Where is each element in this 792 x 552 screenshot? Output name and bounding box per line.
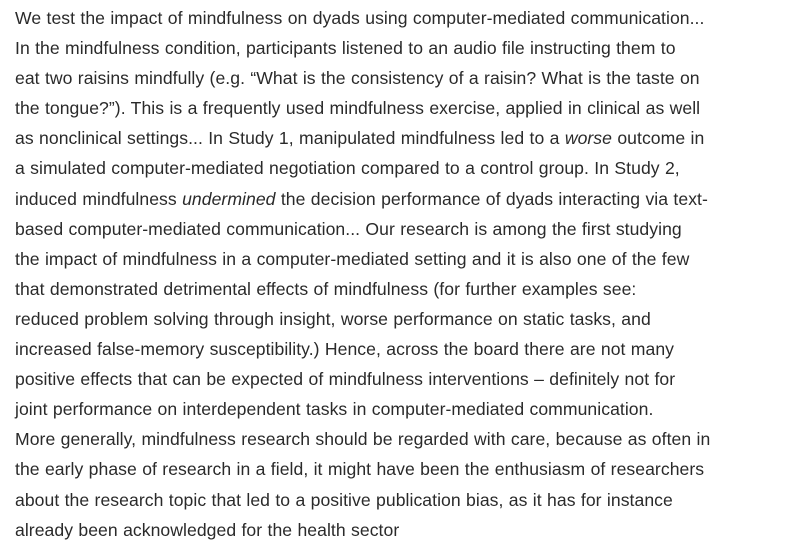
text-run: already been acknowledged for the health sector: [15, 519, 400, 540]
text-run: the decision performance of dyads interacting via text-: [275, 188, 708, 209]
text-line: [15, 3, 790, 33]
text-line: [15, 304, 790, 334]
text-run: positive effects that can be expected of mindfulness interventions – definitely not for: [15, 369, 676, 390]
text-line: [15, 123, 790, 153]
text-line: [15, 63, 790, 93]
text-line: [15, 274, 790, 304]
text-run: eat two raisins mindfully (e.g. “What is the consistency of a raisin? What is the taste on: [15, 68, 700, 89]
text-run: In the mindfulness condition, participants listened to an audio file instructing them to: [15, 38, 676, 59]
text-line: [15, 33, 790, 63]
text-run: the tongue?”). This is a frequently used mindfulness exercise, applied in clinical as well: [15, 98, 701, 119]
text-line: [15, 153, 790, 183]
text-run: a simulated computer-mediated negotiation compared to a control group. In Study 2,: [15, 158, 680, 179]
text-line: [15, 184, 790, 214]
text-line: [15, 424, 790, 454]
document-text: [15, 3, 790, 545]
text-line: [15, 214, 790, 244]
text-line: [15, 454, 790, 484]
text-run: the early phase of research in a field, it might have been the enthusiasm of researchers: [15, 459, 705, 480]
text-line: [15, 334, 790, 364]
text-line: [15, 364, 790, 394]
text-run: outcome in: [612, 128, 705, 149]
text-run: More generally, mindfulness research should be regarded with care, because as often in: [15, 429, 711, 450]
text-line: [15, 93, 790, 123]
text-run: based computer-mediated communication... Our research is among the first studying: [15, 218, 682, 239]
text-run: We test the impact of mindfulness on dyads using computer-mediated communication...: [15, 8, 705, 28]
text-line: [15, 394, 790, 424]
text-run: as nonclinical settings... In Study 1, manipulated mindfulness led to a: [15, 128, 565, 149]
text-run: that demonstrated detrimental effects of mindfulness (for further examples see:: [15, 278, 637, 299]
text-line: [15, 515, 790, 545]
italic-emphasis: worse: [564, 128, 612, 149]
text-run: increased false-memory susceptibility.) Hence, across the board there are not many: [15, 339, 675, 360]
text-run: about the research topic that led to a positive publication bias, as it has for instance: [15, 489, 673, 510]
text-line: [15, 485, 790, 515]
text-run: the impact of mindfulness in a computer-mediated setting and it is also one of the few: [15, 248, 690, 269]
text-run: induced mindfulness: [15, 188, 183, 209]
text-line: [15, 244, 790, 274]
italic-emphasis: undermined: [182, 188, 276, 209]
text-run: reduced problem solving through insight, worse performance on static tasks, and: [15, 308, 651, 329]
text-run: joint performance on interdependent tasks in computer-mediated communication.: [15, 399, 654, 420]
